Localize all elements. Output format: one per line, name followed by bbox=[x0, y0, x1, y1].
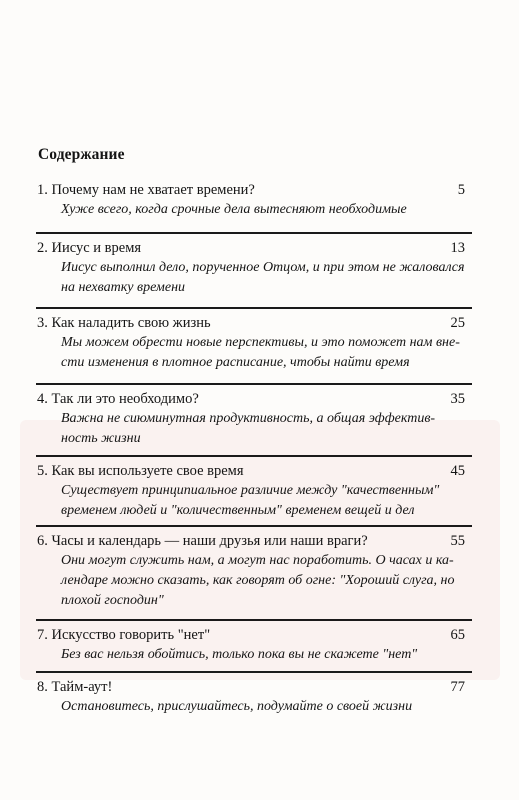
toc-entry-description bbox=[37, 333, 467, 373]
toc-entry-description-line: Мы можем обрести новые перспективы, и это поможет нам вне- bbox=[61, 335, 460, 350]
toc-entry-title-row bbox=[37, 625, 467, 645]
toc-entry-title: 2. Иисус и время bbox=[37, 240, 142, 256]
toc-divider bbox=[36, 619, 472, 621]
toc-entry-description-line: Остановитесь, прислушайтесь, подумайте о своей жизни bbox=[61, 699, 413, 714]
toc-entry-description-line: Они могут служить нам, а могут нас поработить. О часах и ка- bbox=[61, 553, 454, 568]
toc-entry bbox=[37, 619, 467, 665]
toc-entry-description bbox=[37, 697, 467, 717]
toc-divider bbox=[36, 525, 472, 527]
toc-entry bbox=[37, 232, 467, 298]
toc-entry-description bbox=[37, 200, 467, 220]
toc-entry-page-number: 55 bbox=[450, 533, 465, 549]
toc-entry-title-row bbox=[37, 389, 467, 409]
toc-entry-description-line: плохой господин" bbox=[61, 593, 164, 608]
toc-entry-page-number: 13 bbox=[450, 240, 465, 256]
toc-divider bbox=[36, 671, 472, 673]
toc-entry-page-number: 77 bbox=[450, 679, 465, 695]
toc-entry-title: 3. Как наладить свою жизнь bbox=[37, 315, 211, 331]
toc-entry-description-line: ность жизни bbox=[61, 431, 141, 446]
toc-divider bbox=[36, 383, 472, 385]
toc-entry-page-number: 45 bbox=[450, 463, 465, 479]
toc-entry-description-line: Без вас нельзя обойтись, только пока вы не скажете "нет" bbox=[61, 647, 418, 662]
toc-entry-description bbox=[37, 551, 467, 611]
toc-entry-page-number: 5 bbox=[457, 182, 465, 198]
toc-entry-title: 8. Тайм-аут! bbox=[37, 679, 113, 695]
toc-entry-description bbox=[37, 409, 467, 449]
toc-entry bbox=[37, 455, 467, 521]
toc-entry-title: 6. Часы и календарь — наши друзья или наши враги? bbox=[37, 533, 368, 549]
toc-entry-title-row bbox=[37, 461, 467, 481]
toc-entry-title-row bbox=[37, 238, 467, 258]
toc-entry-title: 7. Искусство говорить "нет" bbox=[37, 627, 211, 643]
toc-entry-title-row bbox=[37, 313, 467, 333]
toc-entry bbox=[37, 180, 467, 220]
toc-entry-description-line: Иисус выполнил дело, порученное Отцом, и при этом не жаловался bbox=[61, 260, 465, 275]
toc-entry bbox=[37, 383, 467, 449]
toc-entry bbox=[37, 307, 467, 373]
toc-entry-page-number: 35 bbox=[450, 391, 465, 407]
toc-entry-description-line: Важна не сиюминутная продуктивность, а общая эффектив- bbox=[61, 411, 436, 426]
toc-entry-title-row bbox=[37, 531, 467, 551]
toc-heading: Содержание bbox=[38, 146, 125, 163]
toc-entry-title: 5. Как вы используете свое время bbox=[37, 463, 244, 479]
toc-entry-description-line: на нехватку времени bbox=[61, 280, 186, 295]
toc-divider bbox=[36, 307, 472, 309]
toc-entry-title-row bbox=[37, 677, 467, 697]
toc-entry-title: 4. Так ли это необходимо? bbox=[37, 391, 199, 407]
toc-entry-description-line: Хуже всего, когда срочные дела вытесняют необходимые bbox=[61, 202, 407, 217]
toc-entry bbox=[37, 525, 467, 611]
toc-entry-page-number: 65 bbox=[450, 627, 465, 643]
toc-entry bbox=[37, 671, 467, 717]
toc-entry-description bbox=[37, 645, 467, 665]
toc-divider bbox=[36, 455, 472, 457]
toc-entry-description bbox=[37, 258, 467, 298]
toc-entry-title: 1. Почему нам не хватает времени? bbox=[37, 182, 255, 198]
toc-entry-description-line: Существует принципиальное различие между "качественным" bbox=[61, 483, 440, 498]
toc-entry-description-line: временем людей и "количественным" временем вещей и дел bbox=[61, 503, 415, 518]
toc-entry-description-line: сти изменения в плотное расписание, чтобы найти время bbox=[61, 355, 410, 370]
toc-entry-title-row bbox=[37, 180, 467, 200]
toc-entry-description bbox=[37, 481, 467, 521]
toc-divider bbox=[36, 232, 472, 234]
toc-entry-description-line: лендаре можно сказать, как говорят об огне: "Хороший слуга, но bbox=[61, 573, 455, 588]
toc-entry-page-number: 25 bbox=[450, 315, 465, 331]
